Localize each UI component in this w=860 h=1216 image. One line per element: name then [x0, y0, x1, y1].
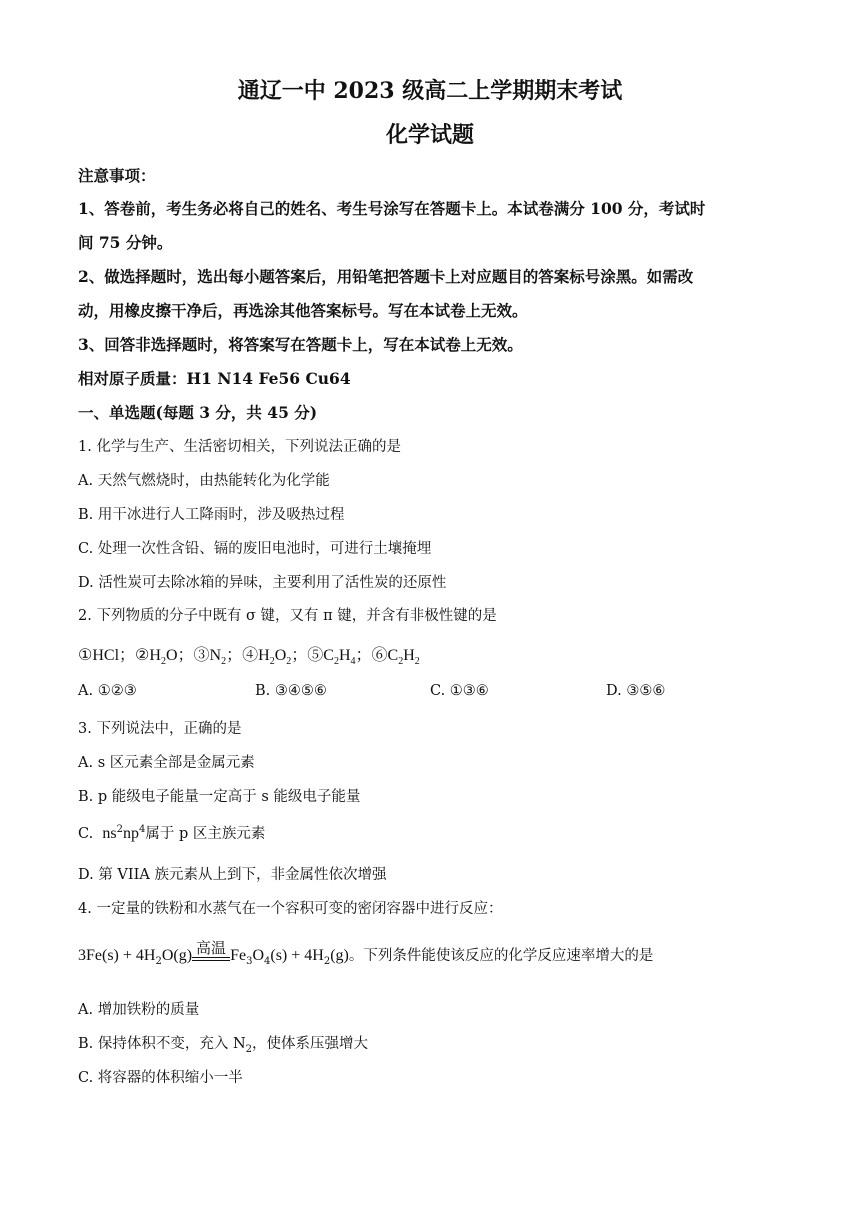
q1-option-b: B. 用干冰进行人工降雨时，涉及吸热过程	[78, 507, 345, 523]
q3-option-d: D. 第 VIIA 族元素从上到下，非金属性依次增强	[78, 867, 387, 883]
q1-option-a: A. 天然气燃烧时，由热能转化为化学能	[78, 473, 330, 489]
q4-equation: $3Fe(s) + 4H_2O(g)$ 高温 $Fe_3O_4(s) + 4H_2(g)$。下列条件能使该反应的化学反应速率增大的是	[78, 938, 654, 967]
q2-option-a: A. ①②③	[78, 683, 137, 699]
note-1-line-2: 间 75 分钟。	[78, 233, 173, 252]
page-subtitle: 化学试题	[385, 122, 474, 148]
q1-stem: 1. 化学与生产、生活密切相关，下列说法正确的是	[78, 439, 401, 455]
note-2-line-1: 2、做选择题时，选出每小题答案后，用铅笔把答题卡上对应题目的答案标号涂黑。如需改	[78, 267, 694, 286]
q4-stem: 4. 一定量的铁粉和水蒸气在一个容积可变的密闭容器中进行反应：	[78, 901, 503, 917]
q3-stem: 3. 下列说法中，正确的是	[78, 721, 242, 737]
note-1-line-1: 1、答卷前，考生务必将自己的姓名、考生号涂写在答题卡上。本试卷满分 100 分，考试时	[78, 199, 706, 218]
reaction-arrow: 高温	[192, 957, 230, 967]
note-3: 3、回答非选择题时，将答案写在答题卡上，写在本试卷上无效。	[78, 335, 523, 354]
q2-option-b: B. ③④⑤⑥	[255, 683, 327, 699]
q3-option-b: B. p 能级电子能量一定高于 s 能级电子能量	[78, 789, 361, 805]
q2-substance-list: ①HCl；$②H_2O$；$③N_2$；$④H_2O_2$；$⑤C_2H_4$；$⑥C_2H_2$	[78, 647, 420, 668]
q1-option-d: D. 活性炭可去除冰箱的异味，主要利用了活性炭的还原性	[78, 575, 447, 591]
note-2-line-2: 动，用橡皮擦干净后，再选涂其他答案标号。写在本试卷上无效。	[78, 301, 528, 320]
atomic-mass: 相对原子质量：H1 N14 Fe56 Cu64	[78, 369, 351, 388]
page-title: 通辽一中 2023 级高二上学期期末考试	[237, 78, 623, 104]
section-heading: 一、单选题(每题 3 分，共 45 分)	[78, 403, 318, 422]
q3-option-c: C. $ns^2np^4$属于 p 区主族元素	[78, 824, 266, 842]
q1-option-c: C. 处理一次性含铅、镉的废旧电池时，可进行土壤掩埋	[78, 541, 432, 557]
q2-stem: 2. 下列物质的分子中既有 σ 键，又有 π 键，并含有非极性键的是	[78, 608, 497, 624]
q2-option-c: C. ①③⑥	[430, 683, 489, 699]
q4-option-b: B. 保持体积不变，充入 $N_2$，使体系压强增大	[78, 1036, 369, 1055]
q4-option-a: A. 增加铁粉的质量	[78, 1002, 200, 1018]
q2-option-d: D. ③⑤⑥	[606, 683, 666, 699]
q3-option-a: A. s 区元素全部是金属元素	[78, 755, 255, 771]
q4-option-c: C. 将容器的体积缩小一半	[78, 1070, 243, 1086]
notes-heading: 注意事项：	[78, 166, 156, 185]
